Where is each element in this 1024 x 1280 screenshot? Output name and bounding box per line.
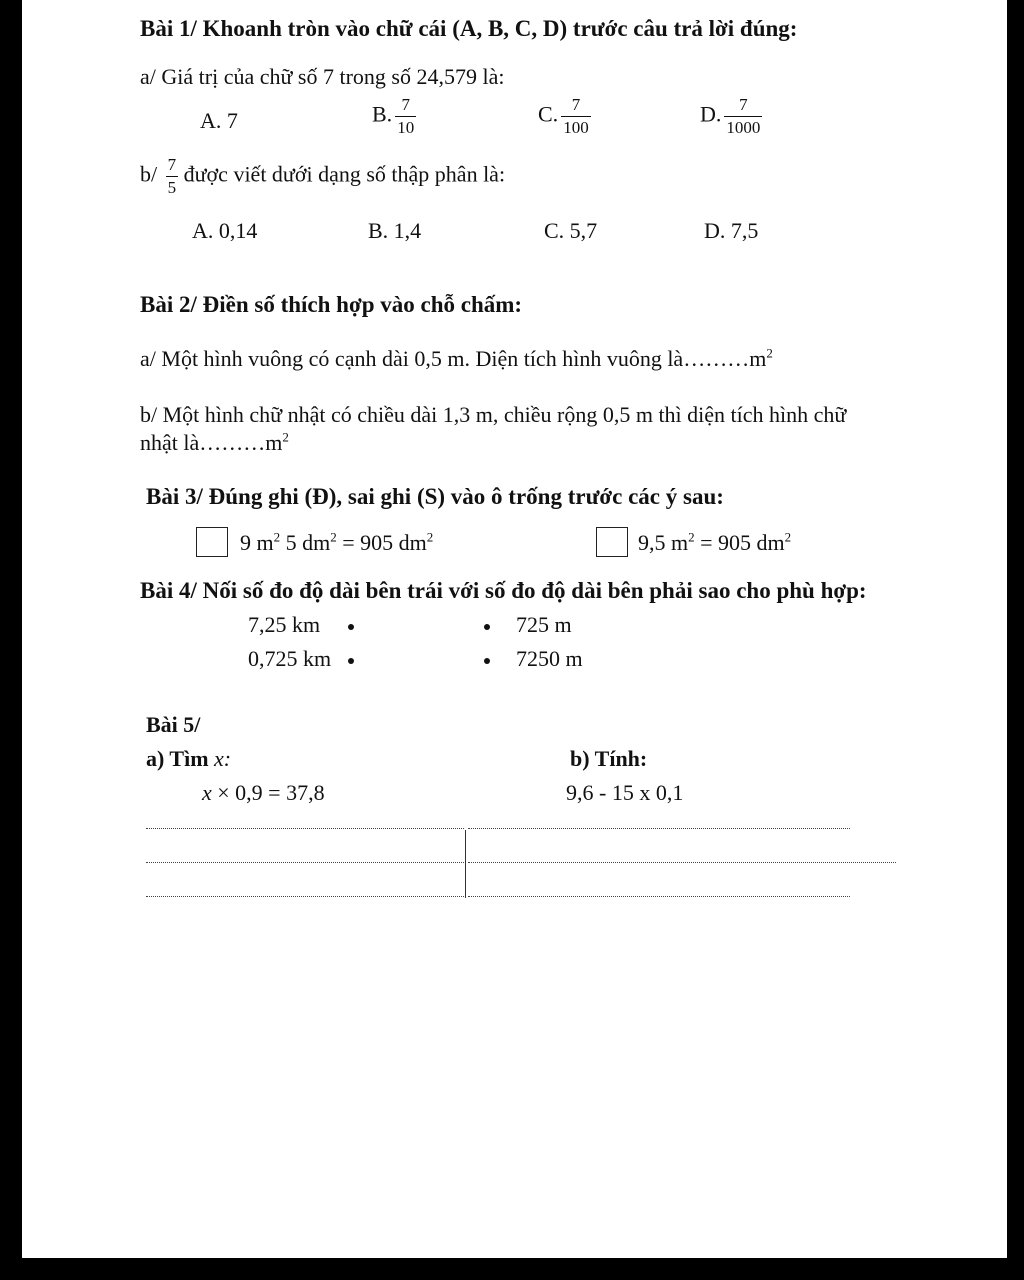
answer-line-b-1[interactable] [468,828,850,829]
bai5-title: Bài 5/ [146,712,201,737]
bai5a-label: a) Tìm x: [146,746,232,771]
bai2b-text-line1: b/ Một hình chữ nhật có chiều dài 1,3 m, chiều rộng 0,5 m thì diện tích hình chữ [140,402,847,427]
bai1a-option-a: A. 7 [200,108,238,133]
bai2-title: Bài 2/ Điền số thích hợp vào chỗ chấm: [140,292,523,317]
bai1a-question: a/ Giá trị của chữ số 7 trong số 24,579 là: [140,64,505,89]
worksheet-page [22,0,1007,1258]
bai1b-option-b: B. 1,4 [368,218,422,243]
bai2b-text-line2: nhật $là\dots\dots\dots m^2$ [140,429,289,455]
bai1b-option-d: D. 7,5 [704,218,759,243]
bai5a-expression: x × 0,9 = 37,8 [202,780,325,805]
answer-line-a-3[interactable] [146,896,464,897]
bai1a-option-d: D. $\frac{7}{1000}$ [700,95,761,137]
bai3-checkbox-2[interactable] [596,527,628,557]
answer-line-b-3[interactable] [468,896,850,897]
answer-line-a-2[interactable] [146,862,464,863]
bai1b-option-c: C. 5,7 [544,218,598,243]
bai1a-option-b: B. $\frac{7}{10}$ [372,95,415,137]
bai1a-option-c: C. $\frac{7}{100}$ [538,95,589,137]
answer-divider [465,830,466,898]
bai3-item-2: 9,5 $m^2 = 905$ $dm^2$ [638,529,792,555]
bai4-right-dot-2[interactable] [484,658,490,664]
bai4-left-item-2: 0,725 km [248,646,332,671]
answer-line-a-1[interactable] [146,828,464,829]
bai4-left-item-1: 7,25 km [248,612,321,637]
bai4-left-dot-1[interactable] [348,624,354,630]
bai4-right-dot-1[interactable] [484,624,490,630]
bai4-title: Bài 4/ Nối số đo độ dài bên trái với số đo độ dài bên phải sao cho phù hợp: [140,578,867,603]
bai4-left-dot-2[interactable] [348,658,354,664]
bai5b-expression: 9,6 - 15 x 0,1 [566,780,684,805]
bai1b-question: b/ $\frac{7}{5}$ được viết dưới dạng số thập phân là: [140,155,506,197]
bai1b-option-a: A. 0,14 [192,218,258,243]
bai5b-label: b) Tính: [570,746,648,771]
bai3-checkbox-1[interactable] [196,527,228,557]
bai2a-text: a/ Một hình vuông có cạnh dài 0,5 m. Diện tích hình vuông $là\dots\dots\dots m^2$ [140,345,773,371]
bai1-title: Bài 1/ Khoanh tròn vào chữ cái (A, B, C, D) trước câu trả lời đúng: [140,16,798,41]
bai4-right-item-1: 725 m [516,612,572,637]
bai3-item-1: 9 $m^2$ 5 $dm^2 = 905$ $dm^2$ [240,529,434,555]
answer-line-b-2[interactable] [468,862,896,863]
bai4-right-item-2: 7250 m [516,646,583,671]
bai3-title: Bài 3/ Đúng ghi (Đ), sai ghi (S) vào ô trống trước các ý sau: [146,484,724,509]
